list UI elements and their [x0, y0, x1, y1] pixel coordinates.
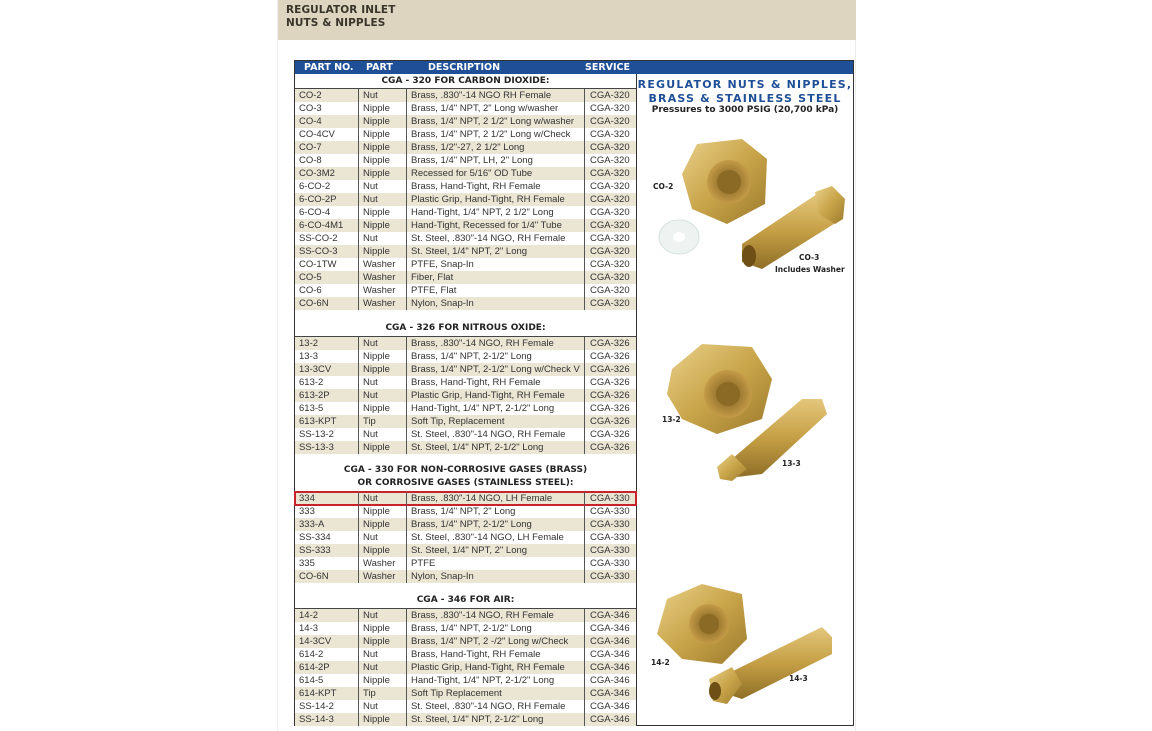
cell-service: CGA-320 [590, 194, 630, 205]
cell-part-no: 613-2 [295, 376, 359, 389]
cell-service: CGA-320 [590, 181, 630, 192]
cell-part: Nipple [359, 402, 407, 415]
cell-part-no: SS-333 [295, 544, 359, 557]
table-row[interactable] [295, 674, 636, 687]
cell-description: Brass, 1/4" NPT, 2" Long w/washer [407, 102, 585, 115]
cell-part: Nut [359, 89, 407, 102]
cell-description: Brass, 1/2"-27, 2 1/2" Long [407, 141, 585, 154]
cell-part: Nut [359, 337, 407, 350]
cell-part-no: SS-13-2 [295, 428, 359, 441]
table-header-bar [295, 61, 853, 74]
cell-service: CGA-330 [590, 545, 630, 556]
cell-service: CGA-346 [590, 662, 630, 673]
cell-description: Brass, 1/4" NPT, 2" Long [407, 505, 585, 518]
label-14-2: 14-2 [651, 658, 670, 667]
cell-part-no: 613-2P [295, 389, 359, 402]
cell-part-no: CO-1TW [295, 258, 359, 271]
table-row[interactable] [295, 609, 636, 622]
cell-part: Nut [359, 428, 407, 441]
cell-service: CGA-320 [590, 103, 630, 114]
section-title-line-2: OR CORROSIVE GASES (STAINLESS STEEL): [357, 478, 574, 488]
cell-description: Brass, Hand-Tight, RH Female [407, 180, 585, 193]
cell-part-no: 614-5 [295, 674, 359, 687]
cell-part-no: 333 [295, 505, 359, 518]
section-header [295, 583, 636, 609]
cell-description: Brass, 1/4" NPT, 2-1/2" Long [407, 350, 585, 363]
cell-service: CGA-346 [590, 610, 630, 621]
cell-description: Recessed for 5/16" OD Tube [407, 167, 585, 180]
cell-part-no: 13-3 [295, 350, 359, 363]
cell-service: CGA-320 [590, 129, 630, 140]
cell-part: Washer [359, 258, 407, 271]
table-row[interactable] [295, 441, 636, 454]
col-header-service: SERVICE [585, 62, 630, 73]
cell-part-no: 13-2 [295, 337, 359, 350]
cell-part: Nipple [359, 115, 407, 128]
cell-part: Nut [359, 661, 407, 674]
cell-part: Nut [359, 531, 407, 544]
banner-title [286, 4, 395, 30]
cell-part-no: SS-CO-3 [295, 245, 359, 258]
table-row[interactable] [295, 350, 636, 363]
cell-part: Nipple [359, 154, 407, 167]
cell-part-no: SS-14-3 [295, 713, 359, 726]
cell-part: Washer [359, 557, 407, 570]
table-row[interactable] [295, 661, 636, 674]
cell-service: CGA-330 [590, 519, 630, 530]
cell-part-no: 6-CO-2P [295, 193, 359, 206]
14-2-14-3-product-image [647, 579, 847, 719]
table-row[interactable] [295, 428, 636, 441]
cell-service: CGA-320 [590, 220, 630, 231]
cell-description: Brass, 1/4" NPT, 2 1/2" Long w/Check [407, 128, 585, 141]
cell-part: Nut [359, 193, 407, 206]
label-14-3: 14-3 [789, 674, 808, 683]
cell-service: CGA-320 [590, 168, 630, 179]
cell-service: CGA-320 [590, 246, 630, 257]
cell-part-no: 6-CO-4M1 [295, 219, 359, 232]
cell-service: CGA-330 [590, 571, 630, 582]
cell-part-no: CO-3 [295, 102, 359, 115]
cell-part-no: SS-334 [295, 531, 359, 544]
cell-service: CGA-326 [590, 377, 630, 388]
cell-description: Brass, .830"-14 NGO, RH Female [407, 337, 585, 350]
cell-part-no: SS-13-3 [295, 441, 359, 454]
cell-part-no: 334 [295, 492, 359, 505]
cell-part-no: 333-A [295, 518, 359, 531]
table-row[interactable] [295, 544, 636, 557]
cell-description: Brass, 1/4" NPT, 2 -/2" Long w/Check [407, 635, 585, 648]
table-row[interactable] [295, 700, 636, 713]
table-row[interactable] [295, 337, 636, 350]
cell-description: Brass, .830"-14 NGO, RH Female [407, 609, 585, 622]
cell-part-no: SS-14-2 [295, 700, 359, 713]
cell-description: Nylon, Snap-In [407, 297, 585, 310]
cell-part: Nut [359, 648, 407, 661]
cell-part: Nipple [359, 141, 407, 154]
cell-service: CGA-320 [590, 90, 630, 101]
cell-service: CGA-320 [590, 272, 630, 283]
cell-service: CGA-346 [590, 623, 630, 634]
table-row[interactable] [295, 531, 636, 544]
cell-description: Hand-Tight, 1/4" NPT, 2-1/2" Long [407, 674, 585, 687]
col-header-part: PART [366, 62, 393, 73]
cell-service: CGA-320 [590, 207, 630, 218]
cell-description: St. Steel, 1/4" NPT, 2-1/2" Long [407, 713, 585, 726]
cell-description: Brass, .830"-14 NGO RH Female [407, 89, 585, 102]
table-row[interactable] [295, 687, 636, 700]
cell-description: Hand-Tight, 1/4" NPT, 2 1/2" Long [407, 206, 585, 219]
cell-service: CGA-330 [590, 532, 630, 543]
cell-part-no: 14-3CV [295, 635, 359, 648]
co2-co3-product-image [647, 134, 857, 284]
cell-part: Nipple [359, 518, 407, 531]
cell-service: CGA-326 [590, 403, 630, 414]
cell-service: CGA-320 [590, 285, 630, 296]
cell-part-no: 614-KPT [295, 687, 359, 700]
table-row[interactable] [295, 271, 636, 284]
label-13-2: 13-2 [662, 415, 681, 424]
cell-description: Soft Tip Replacement [407, 687, 585, 700]
col-header-part-no: PART NO. [304, 62, 354, 73]
section-header [295, 75, 636, 89]
cell-description: St. Steel, 1/4" NPT, 2" Long [407, 245, 585, 258]
cell-service: CGA-346 [590, 701, 630, 712]
cell-part-no: CO-4CV [295, 128, 359, 141]
section-header [295, 454, 636, 492]
table-row[interactable] [295, 363, 636, 376]
cell-part: Nipple [359, 544, 407, 557]
table-row[interactable] [295, 89, 636, 102]
table-row[interactable] [295, 518, 636, 531]
cell-part: Nut [359, 389, 407, 402]
cell-service: CGA-320 [590, 259, 630, 270]
cell-part: Nut [359, 609, 407, 622]
cell-part-no: 614-2 [295, 648, 359, 661]
panel-title [637, 78, 853, 106]
parts-table-frame [294, 60, 854, 726]
cell-description: Nylon, Snap-In [407, 570, 585, 583]
table-row[interactable] [295, 206, 636, 219]
cell-service: CGA-326 [590, 416, 630, 427]
table-row[interactable] [295, 258, 636, 271]
cell-service: CGA-320 [590, 116, 630, 127]
13-2-13-3-product-image [662, 339, 842, 489]
table-row[interactable] [295, 115, 636, 128]
table-row[interactable] [295, 193, 636, 206]
panel-title-line-1: REGULATOR NUTS & NIPPLES, [637, 78, 853, 91]
cell-part-no: CO-6N [295, 297, 359, 310]
cell-service: CGA-326 [590, 442, 630, 453]
cell-service: CGA-326 [590, 364, 630, 375]
cell-description: Hand-Tight, Recessed for 1/4" Tube [407, 219, 585, 232]
cell-part: Nipple [359, 713, 407, 726]
cell-part: Tip [359, 687, 407, 700]
cell-part: Washer [359, 284, 407, 297]
cell-description: PTFE, Snap-In [407, 258, 585, 271]
cell-part-no: 613-KPT [295, 415, 359, 428]
table-row[interactable] [295, 622, 636, 635]
section-title: CGA - 346 FOR AIR: [416, 595, 515, 605]
cell-part: Nipple [359, 167, 407, 180]
table-row[interactable] [295, 389, 636, 402]
cell-description: St. Steel, 1/4" NPT, 2" Long [407, 544, 585, 557]
cell-description: Brass, .830"-14 NGO, LH Female [407, 492, 585, 505]
cell-part-no: CO-6 [295, 284, 359, 297]
cell-service: CGA-326 [590, 429, 630, 440]
cell-description: St. Steel, 1/4" NPT, 2-1/2" Long [407, 441, 585, 454]
section-title: CGA - 320 FOR CARBON DIOXIDE: [381, 76, 550, 86]
cell-description: Brass, 1/4" NPT, 2-1/2" Long w/Check V [407, 363, 585, 376]
cell-part-no: 6-CO-2 [295, 180, 359, 193]
cell-part: Nipple [359, 128, 407, 141]
cell-part: Nipple [359, 635, 407, 648]
label-13-3: 13-3 [782, 459, 801, 468]
cell-part: Nipple [359, 102, 407, 115]
cell-service: CGA-346 [590, 714, 630, 725]
cell-service: CGA-330 [590, 558, 630, 569]
table-row[interactable] [295, 635, 636, 648]
cell-description: Brass, 1/4" NPT, 2-1/2" Long [407, 518, 585, 531]
cell-part: Nipple [359, 441, 407, 454]
cell-part-no: CO-5 [295, 271, 359, 284]
cell-service: CGA-346 [590, 649, 630, 660]
cell-part-no: CO-8 [295, 154, 359, 167]
table-row[interactable] [295, 492, 636, 505]
cell-service: CGA-326 [590, 351, 630, 362]
table-row[interactable] [295, 713, 636, 726]
label-includes-washer: Includes Washer [775, 265, 845, 274]
cell-part: Nut [359, 232, 407, 245]
cell-service: CGA-320 [590, 142, 630, 153]
parts-table [295, 74, 637, 725]
cell-description: St. Steel, .830"-14 NGO, RH Female [407, 428, 585, 441]
cell-description: Soft Tip, Replacement [407, 415, 585, 428]
cell-part-no: 613-5 [295, 402, 359, 415]
cell-part-no: CO-2 [295, 89, 359, 102]
cell-part: Nut [359, 180, 407, 193]
table-row[interactable] [295, 284, 636, 297]
cell-service: CGA-346 [590, 688, 630, 699]
cell-part: Nipple [359, 245, 407, 258]
cell-part-no: 14-2 [295, 609, 359, 622]
panel-title-line-2: BRASS & STAINLESS STEEL [648, 92, 842, 105]
table-row[interactable] [295, 128, 636, 141]
cell-part: Nipple [359, 622, 407, 635]
cell-part-no: CO-3M2 [295, 167, 359, 180]
cell-description: Plastic Grip, Hand-Tight, RH Female [407, 193, 585, 206]
table-row[interactable] [295, 245, 636, 258]
table-row[interactable] [295, 180, 636, 193]
cell-part-no: CO-7 [295, 141, 359, 154]
cell-part-no: 614-2P [295, 661, 359, 674]
cell-description: Plastic Grip, Hand-Tight, RH Female [407, 389, 585, 402]
cell-part-no: 13-3CV [295, 363, 359, 376]
table-row[interactable] [295, 297, 636, 310]
cell-service: CGA-326 [590, 390, 630, 401]
label-co-3: CO-3 [799, 253, 820, 262]
cell-part: Nipple [359, 350, 407, 363]
table-row[interactable] [295, 154, 636, 167]
cell-description: PTFE [407, 557, 585, 570]
cell-description: Brass, 1/4" NPT, 2-1/2" Long [407, 622, 585, 635]
cell-service: CGA-320 [590, 298, 630, 309]
cell-part-no: CO-4 [295, 115, 359, 128]
cell-part-no: 335 [295, 557, 359, 570]
section-header [295, 310, 636, 337]
cell-part: Nipple [359, 363, 407, 376]
cell-part: Washer [359, 570, 407, 583]
table-row[interactable] [295, 219, 636, 232]
section-title: CGA - 326 FOR NITROUS OXIDE: [385, 323, 546, 333]
table-row[interactable] [295, 376, 636, 389]
product-panel [637, 74, 853, 725]
cell-description: Fiber, Flat [407, 271, 585, 284]
cell-service: CGA-326 [590, 338, 630, 349]
cell-part: Nipple [359, 505, 407, 518]
cell-part-no: 14-3 [295, 622, 359, 635]
cell-part-no: 6-CO-4 [295, 206, 359, 219]
table-row[interactable] [295, 557, 636, 570]
cell-part: Nut [359, 492, 407, 505]
cell-description: Plastic Grip, Hand-Tight, RH Female [407, 661, 585, 674]
cell-part: Washer [359, 297, 407, 310]
label-co-2: CO-2 [653, 182, 674, 191]
cell-part-no: CO-6N [295, 570, 359, 583]
banner-title-line-1: REGULATOR INLET [286, 4, 396, 16]
cell-description: Hand-Tight, 1/4" NPT, 2-1/2" Long [407, 402, 585, 415]
banner-title-line-2: NUTS & NIPPLES [286, 17, 386, 29]
section-banner [278, 0, 856, 40]
table-row[interactable] [295, 141, 636, 154]
section-title: CGA - 330 FOR NON-CORROSIVE GASES (BRASS) [343, 465, 588, 475]
cell-service: CGA-320 [590, 233, 630, 244]
cell-part: Nut [359, 376, 407, 389]
cell-service: CGA-320 [590, 155, 630, 166]
cell-description: St. Steel, .830"-14 NGO, RH Female [407, 700, 585, 713]
table-row[interactable] [295, 505, 636, 518]
cell-description: Brass, Hand-Tight, RH Female [407, 648, 585, 661]
cell-part: Nipple [359, 206, 407, 219]
table-row[interactable] [295, 415, 636, 428]
col-header-description: DESCRIPTION [428, 62, 501, 73]
table-row[interactable] [295, 167, 636, 180]
table-row[interactable] [295, 648, 636, 661]
cell-service: CGA-346 [590, 636, 630, 647]
cell-part: Nipple [359, 219, 407, 232]
panel-subtitle: Pressures to 3000 PSIG (20,700 kPa) [651, 105, 839, 115]
cell-description: St. Steel, .830"-14 NGO, RH Female [407, 232, 585, 245]
cell-part-no: SS-CO-2 [295, 232, 359, 245]
cell-description: Brass, Hand-Tight, RH Female [407, 376, 585, 389]
cell-description: PTFE, Flat [407, 284, 585, 297]
cell-part: Nut [359, 700, 407, 713]
table-row[interactable] [295, 102, 636, 115]
cell-service: CGA-346 [590, 675, 630, 686]
cell-part: Tip [359, 415, 407, 428]
cell-service: CGA-330 [590, 506, 630, 517]
cell-part: Washer [359, 271, 407, 284]
table-row[interactable] [295, 402, 636, 415]
table-row[interactable] [295, 232, 636, 245]
cell-description: Brass, 1/4" NPT, 2 1/2" Long w/washer [407, 115, 585, 128]
cell-part: Nipple [359, 674, 407, 687]
cell-service: CGA-330 [590, 493, 630, 504]
cell-description: Brass, 1/4" NPT, LH, 2" Long [407, 154, 585, 167]
table-row[interactable] [295, 570, 636, 583]
cell-description: St. Steel, .830"-14 NGO, LH Female [407, 531, 585, 544]
